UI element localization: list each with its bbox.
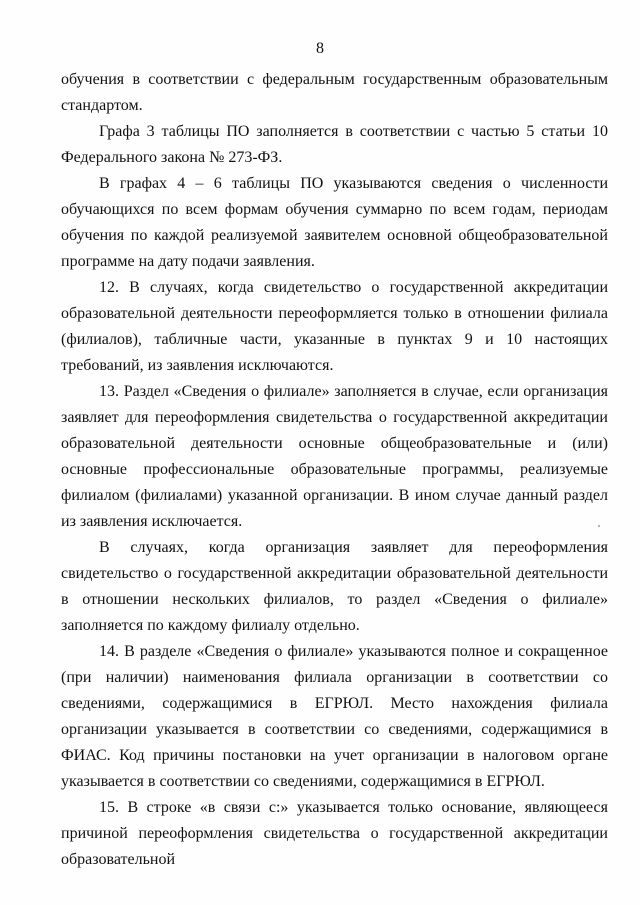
paragraph-continuation: обучения в соответствии с федеральным государственным образовательным стандартом.: [61, 71, 608, 114]
paragraph-columns-4-6: В графах 4 – 6 таблицы ПО указываются сведения о численности обучающихся по всем формам обучения суммарно по всем годам, периодам обучения по каждой реализуемой заявителем основной общеобразовательной программе на дату подачи заявления.: [61, 175, 608, 270]
paragraph-item-12: 12. В случаях, когда свидетельство о государственной аккредитации образовательной деятельности переоформляется только в отношении филиала (филиалов), табличные части, указанные в пунктах 9 и 10 настоящих требований, из заявления исключаются.: [61, 279, 608, 374]
paragraph-column-3: Графа 3 таблицы ПО заполняется в соответствии с частью 5 статьи 10 Федерального закона № 273-ФЗ.: [61, 123, 608, 166]
page-number: 8: [316, 40, 324, 57]
paragraph-item-14: 14. В разделе «Сведения о филиале» указываются полное и сокращенное (при наличии) наименования филиала организации в соответствии со сведениями, содержащимися в ЕГРЮЛ. Место нахождения филиала организации указывается в соответствии со сведениями, содержащимися в ФИАС. Код причины постановки на учет организации в налоговом органе указывается в соответствии со сведениями, содержащимися в ЕГРЮЛ.: [61, 643, 608, 790]
paragraph-item-15: 15. В строке «в связи с:» указывается только основание, являющееся причиной переоформления свидетельства о государственной аккредитации образовательной: [61, 799, 608, 868]
scan-speck: [598, 525, 600, 527]
paragraph-several-branches: В случаях, когда организация заявляет для переоформления свидетельство о государственной аккредитации образовательной деятельности в отношении нескольких филиалов, то раздел «Сведения о филиале» заполняется по каждому филиалу отдельно.: [61, 539, 608, 634]
paragraph-item-13: 13. Раздел «Сведения о филиале» заполняется в случае, если организация заявляет для переоформления свидетельства о государственной аккредитации образовательной деятельности основные общеобразовательные и (или) основные профессиональные образовательные программы, реализуемые филиалом (филиалами) указанной организации. В ином случае данный раздел из заявления исключается.: [61, 383, 608, 530]
document-body: [61, 67, 608, 873]
